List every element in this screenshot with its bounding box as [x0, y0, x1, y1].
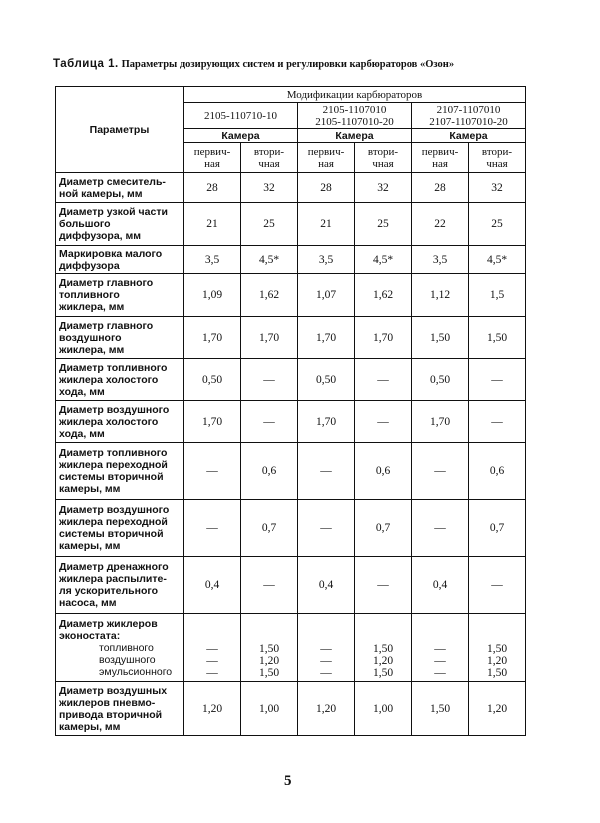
econostat-sub-label: эмульсионного	[99, 665, 173, 678]
header-primary: первич- ная	[412, 143, 469, 173]
value-cell: 28	[412, 173, 469, 203]
value-cell: 0,6	[469, 443, 526, 500]
econostat-sub-label: воздушного	[99, 653, 156, 666]
value-cell: 1,70	[355, 317, 412, 359]
param-label: Диаметр главного топливного жиклера, мм	[56, 274, 184, 317]
value-cell: — — —	[298, 614, 355, 682]
value-cell: 1,20	[469, 682, 526, 736]
value-cell: 3,5	[298, 246, 355, 274]
value-cell: 21	[298, 203, 355, 246]
value-cell: —	[355, 359, 412, 401]
header-model-1: 2105-110710-10	[184, 103, 298, 129]
table-row	[56, 274, 526, 317]
header-model-2: 2105-1107010 2105-1107010-20	[298, 103, 412, 129]
value-cell: —	[469, 557, 526, 614]
value-cell: 0,50	[184, 359, 241, 401]
value-cell: — — —	[184, 614, 241, 682]
header-chamber: Камера	[298, 129, 412, 143]
value-cell: —	[298, 443, 355, 500]
header-secondary: втори- чная	[241, 143, 298, 173]
value-cell: —	[241, 359, 298, 401]
value-cell: 0,4	[412, 557, 469, 614]
value-cell: 4,5*	[469, 246, 526, 274]
value-cell: 1,70	[184, 317, 241, 359]
value-cell: —	[469, 401, 526, 443]
table-row	[56, 359, 526, 401]
value-cell: 1,50 1,20 1,50	[241, 614, 298, 682]
value-cell: 25	[355, 203, 412, 246]
value-cell: 4,5*	[355, 246, 412, 274]
value-cell: — — —	[412, 614, 469, 682]
table-row	[56, 557, 526, 614]
value-cell: 28	[184, 173, 241, 203]
value-cell: 0,4	[298, 557, 355, 614]
parameters-table	[55, 86, 526, 736]
value-cell: —	[241, 557, 298, 614]
value-cell: —	[412, 443, 469, 500]
header-chamber: Камера	[412, 129, 526, 143]
caption-label: Таблица 1.	[53, 58, 119, 70]
table-caption	[53, 58, 454, 70]
header-modifications: Модификации карбюраторов	[184, 87, 526, 103]
value-cell: —	[298, 500, 355, 557]
value-cell: 0,50	[298, 359, 355, 401]
value-cell: 1,70	[298, 401, 355, 443]
value-cell: 25	[241, 203, 298, 246]
value-cell: 0,6	[241, 443, 298, 500]
header-chamber: Камера	[184, 129, 298, 143]
table-row	[56, 246, 526, 274]
value-cell: 4,5*	[241, 246, 298, 274]
table-row	[56, 401, 526, 443]
value-cell: —	[184, 443, 241, 500]
table-row	[56, 682, 526, 736]
table-row-econostat	[56, 614, 526, 682]
param-label: Диаметр смеситель- ной камеры, мм	[56, 173, 184, 203]
caption-text: Параметры дозирующих систем и регулировки карбюраторов «Озон»	[121, 59, 455, 70]
econostat-sub-label: топливного	[99, 641, 154, 654]
value-cell: 1,50 1,20 1,50	[355, 614, 412, 682]
header-secondary: втори- чная	[355, 143, 412, 173]
value-cell: 1,70	[412, 401, 469, 443]
value-cell: —	[184, 500, 241, 557]
param-label: Диаметр узкой части большого диффузора, мм	[56, 203, 184, 246]
param-label: Диаметр воздушного жиклера холостого хода, мм	[56, 401, 184, 443]
value-cell: 3,5	[412, 246, 469, 274]
value-cell: 1,70	[184, 401, 241, 443]
param-label: Диаметр дренажного жиклера распылите- ля ускорительного насоса, мм	[56, 557, 184, 614]
header-secondary: втори- чная	[469, 143, 526, 173]
header-model-3: 2107-1107010 2107-1107010-20	[412, 103, 526, 129]
value-cell: 32	[469, 173, 526, 203]
table-row	[56, 203, 526, 246]
value-cell: 22	[412, 203, 469, 246]
value-cell: 0,6	[355, 443, 412, 500]
value-cell: 3,5	[184, 246, 241, 274]
value-cell: 32	[241, 173, 298, 203]
param-label: Маркировка малого диффузора	[56, 246, 184, 274]
param-label: Диаметр топливного жиклера холостого хода, мм	[56, 359, 184, 401]
value-cell: 0,7	[469, 500, 526, 557]
table-body	[56, 173, 526, 736]
value-cell: 0,4	[184, 557, 241, 614]
value-cell: 1,50 1,20 1,50	[469, 614, 526, 682]
value-cell: —	[241, 401, 298, 443]
value-cell: 1,5	[469, 274, 526, 317]
header-params: Параметры	[56, 87, 184, 173]
param-label: Диаметр главного воздушного жиклера, мм	[56, 317, 184, 359]
value-cell: 1,20	[298, 682, 355, 736]
param-label: Диаметр жиклеров эконостата: топливного воздушного эмульсионного	[56, 614, 184, 682]
value-cell: 1,00	[355, 682, 412, 736]
value-cell: 1,07	[298, 274, 355, 317]
value-cell: 1,70	[298, 317, 355, 359]
value-cell: —	[355, 401, 412, 443]
value-cell: 0,7	[241, 500, 298, 557]
value-cell: 1,12	[412, 274, 469, 317]
table-row	[56, 443, 526, 500]
param-label: Диаметр воздушного жиклера переходной системы вторичной камеры, мм	[56, 500, 184, 557]
param-label: Диаметр воздушных жиклеров пневмо- привода вторичной камеры, мм	[56, 682, 184, 736]
value-cell: 32	[355, 173, 412, 203]
table-row	[56, 317, 526, 359]
value-cell: —	[412, 500, 469, 557]
value-cell: 1,62	[241, 274, 298, 317]
header-primary: первич- ная	[298, 143, 355, 173]
table-row	[56, 173, 526, 203]
value-cell: 0,7	[355, 500, 412, 557]
table-row	[56, 500, 526, 557]
header-primary: первич- ная	[184, 143, 241, 173]
value-cell: 1,50	[412, 317, 469, 359]
value-cell: 21	[184, 203, 241, 246]
page-number: 5	[284, 773, 292, 789]
value-cell: 0,50	[412, 359, 469, 401]
value-cell: —	[469, 359, 526, 401]
value-cell: 1,70	[241, 317, 298, 359]
value-cell: 28	[298, 173, 355, 203]
value-cell: 1,62	[355, 274, 412, 317]
value-cell: 25	[469, 203, 526, 246]
value-cell: —	[355, 557, 412, 614]
value-cell: 1,50	[469, 317, 526, 359]
param-label: Диаметр топливного жиклера переходной системы вторичной камеры, мм	[56, 443, 184, 500]
value-cell: 1,00	[241, 682, 298, 736]
value-cell: 1,20	[184, 682, 241, 736]
value-cell: 1,50	[412, 682, 469, 736]
value-cell: 1,09	[184, 274, 241, 317]
